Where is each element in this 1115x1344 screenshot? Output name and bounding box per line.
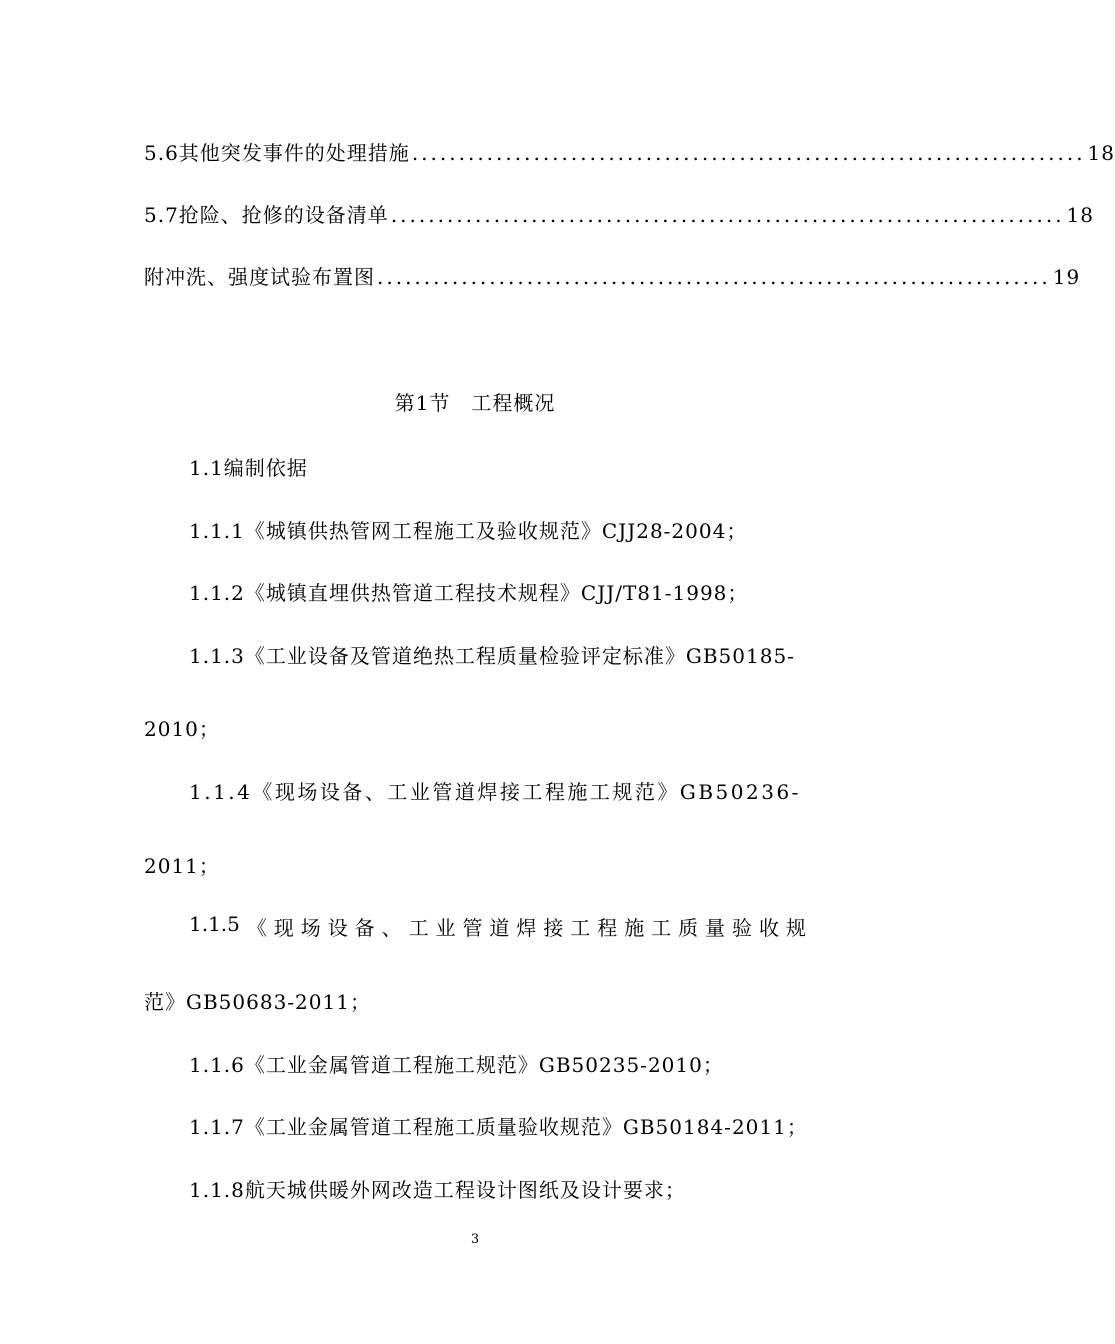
reference-char: 设 xyxy=(327,916,348,940)
reference-char: 规 xyxy=(785,916,806,940)
section-title: 第1节 工程概况 xyxy=(394,391,556,415)
reference-char: 工 xyxy=(651,916,672,940)
reference-item-continuation: 2011； xyxy=(144,854,220,878)
toc-entry[interactable] xyxy=(144,199,1094,229)
reference-char: 业 xyxy=(435,916,456,940)
reference-item: 1.1.1《城镇供热管网工程施工及验收规范》CJJ28-2004； xyxy=(189,519,748,543)
reference-item: 1.1.4《现场设备、工业管道焊接工程施工规范》GB50236- xyxy=(189,780,801,804)
reference-char: 验 xyxy=(732,916,752,940)
reference-item: 1.1.7《工业金属管道工程施工质量验收规范》GB50184-2011； xyxy=(189,1115,808,1139)
toc-entry-page: 18 xyxy=(1066,203,1094,227)
reference-char: 接 xyxy=(543,916,564,940)
reference-char: 道 xyxy=(489,916,510,940)
toc-entry-text: 附冲洗、强度试验布置图 xyxy=(144,265,375,289)
toc-entry-text: 5.7抢险、抢修的设备清单 xyxy=(144,203,389,227)
reference-char: 程 xyxy=(597,916,618,940)
reference-char: 《 xyxy=(246,916,267,940)
reference-char: 、 xyxy=(381,916,402,940)
reference-item: 1.1.2《城镇直埋供热管道工程技术规程》CJJ/T81-1998； xyxy=(189,581,749,605)
reference-char: 工 xyxy=(570,916,591,940)
reference-char: 施 xyxy=(624,916,645,940)
toc-leader-dots: ........................................................................ xyxy=(411,141,1086,165)
toc-leader-dots: ........................................................................ xyxy=(377,265,1051,289)
toc-entry-page: 18 xyxy=(1087,141,1115,165)
reference-char: 量 xyxy=(705,916,726,940)
subsection-title: 1.1编制依据 xyxy=(189,456,308,480)
reference-item: 1.1.6《工业金属管道工程施工规范》GB50235-2010； xyxy=(189,1053,724,1077)
reference-item xyxy=(189,912,806,941)
reference-item: 1.1.8航天城供暖外网改造工程设计图纸及设计要求； xyxy=(189,1178,686,1202)
reference-char: 质 xyxy=(678,916,699,940)
toc-entry-page: 19 xyxy=(1052,265,1081,289)
reference-char: 1.1.5 xyxy=(189,912,240,936)
reference-char: 收 xyxy=(758,916,779,940)
reference-item-continuation: 范》GB50683-2011； xyxy=(144,990,371,1014)
reference-char: 工 xyxy=(408,916,429,940)
toc-leader-dots: ........................................................................ xyxy=(390,203,1065,227)
page-number: 3 xyxy=(470,1232,480,1247)
reference-char: 现 xyxy=(273,916,294,940)
toc-entry-text: 5.6其他突发事件的处理措施 xyxy=(144,141,410,165)
toc-entry[interactable] xyxy=(144,137,1115,167)
reference-char: 焊 xyxy=(516,916,537,940)
toc-entry[interactable] xyxy=(144,261,1081,291)
reference-char: 场 xyxy=(300,916,321,940)
reference-char: 备 xyxy=(354,916,375,940)
reference-char: 管 xyxy=(462,916,483,940)
reference-item-continuation: 2010； xyxy=(144,717,220,741)
reference-item: 1.1.3《工业设备及管道绝热工程质量检验评定标准》GB50185- xyxy=(189,644,795,668)
